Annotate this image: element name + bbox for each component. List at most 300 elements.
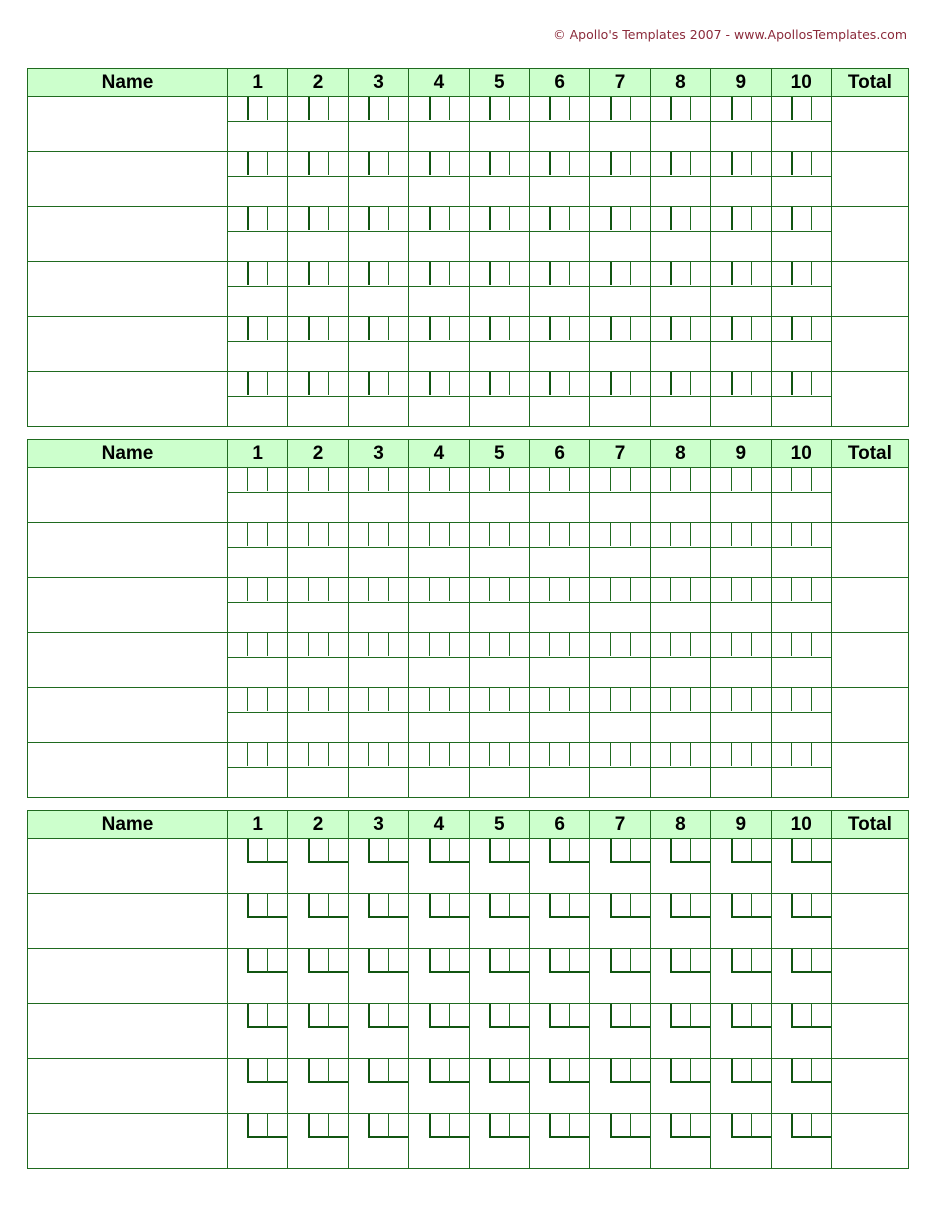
roll-box[interactable] [791, 743, 811, 766]
roll-box[interactable] [670, 1059, 690, 1083]
roll-box[interactable] [731, 949, 751, 973]
frame-cell[interactable] [288, 688, 348, 743]
roll-box[interactable] [569, 262, 589, 285]
frame-cell[interactable] [469, 523, 529, 578]
roll-box[interactable] [368, 262, 388, 285]
roll-box[interactable] [429, 523, 449, 546]
roll-box[interactable] [569, 468, 589, 491]
player-name-cell[interactable] [28, 372, 228, 427]
roll-box[interactable] [811, 468, 831, 491]
roll-box[interactable] [388, 207, 408, 230]
frame-cell[interactable] [650, 894, 710, 949]
roll-box[interactable] [328, 633, 348, 656]
roll-box[interactable] [247, 152, 267, 175]
roll-box[interactable] [368, 152, 388, 175]
roll-box[interactable] [791, 894, 811, 918]
roll-box[interactable] [308, 152, 328, 175]
roll-box[interactable] [368, 317, 388, 340]
roll-box[interactable] [610, 578, 630, 601]
frame-cell[interactable] [348, 152, 408, 207]
roll-box[interactable] [267, 152, 287, 175]
roll-box[interactable] [791, 317, 811, 340]
frame-cell[interactable] [409, 743, 469, 798]
roll-box[interactable] [670, 207, 690, 230]
roll-box[interactable] [791, 839, 811, 863]
frame-cell[interactable] [590, 317, 650, 372]
roll-box[interactable] [751, 839, 771, 863]
roll-box[interactable] [731, 894, 751, 918]
total-cell[interactable] [831, 1114, 908, 1169]
roll-box[interactable] [328, 1004, 348, 1028]
frame-cell[interactable] [409, 633, 469, 688]
frame-cell[interactable] [771, 688, 831, 743]
roll-box[interactable] [328, 523, 348, 546]
roll-box[interactable] [509, 523, 529, 546]
roll-box[interactable] [328, 317, 348, 340]
roll-box[interactable] [811, 523, 831, 546]
frame-cell[interactable] [771, 207, 831, 262]
roll-box[interactable] [630, 372, 650, 395]
roll-box[interactable] [449, 97, 469, 120]
player-name-cell[interactable] [28, 688, 228, 743]
frame-cell[interactable] [469, 894, 529, 949]
roll-box[interactable] [731, 1059, 751, 1083]
player-name-cell[interactable] [28, 262, 228, 317]
frame-cell[interactable] [469, 1059, 529, 1114]
roll-box[interactable] [388, 468, 408, 491]
roll-box[interactable] [509, 152, 529, 175]
frame-cell[interactable] [469, 97, 529, 152]
frame-cell[interactable] [348, 372, 408, 427]
roll-box[interactable] [368, 468, 388, 491]
roll-box[interactable] [811, 633, 831, 656]
roll-box[interactable] [549, 1059, 569, 1083]
player-name-cell[interactable] [28, 97, 228, 152]
player-name-cell[interactable] [28, 839, 228, 894]
roll-box[interactable] [549, 372, 569, 395]
roll-box[interactable] [630, 688, 650, 711]
roll-box[interactable] [308, 1004, 328, 1028]
roll-box[interactable] [690, 468, 710, 491]
frame-cell[interactable] [711, 743, 771, 798]
player-name-cell[interactable] [28, 633, 228, 688]
frame-cell[interactable] [288, 633, 348, 688]
roll-box[interactable] [247, 839, 267, 863]
frame-cell[interactable] [771, 372, 831, 427]
roll-box[interactable] [429, 317, 449, 340]
roll-box[interactable] [549, 1114, 569, 1138]
frame-cell[interactable] [348, 1114, 408, 1169]
frame-cell[interactable] [711, 633, 771, 688]
roll-box[interactable] [267, 894, 287, 918]
roll-box[interactable] [328, 839, 348, 863]
roll-box[interactable] [328, 152, 348, 175]
roll-box[interactable] [267, 1004, 287, 1028]
roll-box[interactable] [569, 839, 589, 863]
roll-box[interactable] [751, 949, 771, 973]
frame-cell[interactable] [771, 894, 831, 949]
frame-cell[interactable] [409, 262, 469, 317]
roll-box[interactable] [610, 207, 630, 230]
frame-cell[interactable] [228, 633, 288, 688]
roll-box[interactable] [549, 317, 569, 340]
frame-cell[interactable] [228, 949, 288, 1004]
roll-box[interactable] [811, 743, 831, 766]
roll-box[interactable] [791, 1114, 811, 1138]
roll-box[interactable] [388, 1059, 408, 1083]
frame-cell[interactable] [529, 468, 589, 523]
roll-box[interactable] [630, 578, 650, 601]
roll-box[interactable] [569, 372, 589, 395]
total-cell[interactable] [831, 372, 908, 427]
roll-box[interactable] [690, 578, 710, 601]
roll-box[interactable] [569, 688, 589, 711]
frame-cell[interactable] [409, 1004, 469, 1059]
roll-box[interactable] [267, 207, 287, 230]
frame-cell[interactable] [228, 1059, 288, 1114]
frame-cell[interactable] [711, 949, 771, 1004]
roll-box[interactable] [751, 97, 771, 120]
roll-box[interactable] [449, 317, 469, 340]
frame-cell[interactable] [590, 949, 650, 1004]
roll-box[interactable] [690, 372, 710, 395]
frame-cell[interactable] [288, 97, 348, 152]
frame-cell[interactable] [228, 578, 288, 633]
roll-box[interactable] [670, 743, 690, 766]
roll-box[interactable] [368, 578, 388, 601]
roll-box[interactable] [610, 1059, 630, 1083]
roll-box[interactable] [247, 97, 267, 120]
frame-cell[interactable] [348, 97, 408, 152]
roll-box[interactable] [247, 372, 267, 395]
roll-box[interactable] [509, 207, 529, 230]
roll-box[interactable] [791, 207, 811, 230]
roll-box[interactable] [308, 633, 328, 656]
roll-box[interactable] [368, 743, 388, 766]
roll-box[interactable] [731, 1114, 751, 1138]
roll-box[interactable] [610, 894, 630, 918]
roll-box[interactable] [489, 1059, 509, 1083]
total-cell[interactable] [831, 839, 908, 894]
roll-box[interactable] [791, 97, 811, 120]
frame-cell[interactable] [288, 949, 348, 1004]
roll-box[interactable] [267, 317, 287, 340]
roll-box[interactable] [549, 894, 569, 918]
frame-cell[interactable] [650, 152, 710, 207]
roll-box[interactable] [731, 317, 751, 340]
roll-box[interactable] [811, 1114, 831, 1138]
roll-box[interactable] [489, 949, 509, 973]
roll-box[interactable] [388, 688, 408, 711]
roll-box[interactable] [489, 688, 509, 711]
frame-cell[interactable] [711, 97, 771, 152]
frame-cell[interactable] [711, 839, 771, 894]
frame-cell[interactable] [348, 207, 408, 262]
frame-cell[interactable] [590, 743, 650, 798]
roll-box[interactable] [610, 1004, 630, 1028]
roll-box[interactable] [569, 1004, 589, 1028]
roll-box[interactable] [429, 207, 449, 230]
roll-box[interactable] [610, 262, 630, 285]
roll-box[interactable] [630, 633, 650, 656]
roll-box[interactable] [368, 1004, 388, 1028]
roll-box[interactable] [630, 317, 650, 340]
roll-box[interactable] [610, 317, 630, 340]
roll-box[interactable] [267, 578, 287, 601]
roll-box[interactable] [429, 372, 449, 395]
roll-box[interactable] [509, 1114, 529, 1138]
frame-cell[interactable] [348, 633, 408, 688]
roll-box[interactable] [449, 523, 469, 546]
roll-box[interactable] [690, 1114, 710, 1138]
frame-cell[interactable] [590, 688, 650, 743]
roll-box[interactable] [670, 949, 690, 973]
frame-cell[interactable] [529, 743, 589, 798]
roll-box[interactable] [267, 633, 287, 656]
frame-cell[interactable] [529, 207, 589, 262]
total-cell[interactable] [831, 523, 908, 578]
roll-box[interactable] [328, 743, 348, 766]
roll-box[interactable] [509, 578, 529, 601]
total-cell[interactable] [831, 262, 908, 317]
roll-box[interactable] [751, 523, 771, 546]
roll-box[interactable] [569, 152, 589, 175]
frame-cell[interactable] [529, 1059, 589, 1114]
roll-box[interactable] [308, 97, 328, 120]
roll-box[interactable] [549, 152, 569, 175]
roll-box[interactable] [670, 152, 690, 175]
roll-box[interactable] [247, 894, 267, 918]
roll-box[interactable] [751, 372, 771, 395]
roll-box[interactable] [630, 1059, 650, 1083]
roll-box[interactable] [690, 949, 710, 973]
roll-box[interactable] [308, 468, 328, 491]
frame-cell[interactable] [711, 894, 771, 949]
roll-box[interactable] [509, 372, 529, 395]
roll-box[interactable] [449, 207, 469, 230]
frame-cell[interactable] [469, 578, 529, 633]
roll-box[interactable] [388, 743, 408, 766]
frame-cell[interactable] [771, 523, 831, 578]
frame-cell[interactable] [469, 372, 529, 427]
roll-box[interactable] [267, 688, 287, 711]
player-name-cell[interactable] [28, 523, 228, 578]
roll-box[interactable] [509, 743, 529, 766]
frame-cell[interactable] [469, 1114, 529, 1169]
frame-cell[interactable] [590, 468, 650, 523]
roll-box[interactable] [670, 317, 690, 340]
player-name-cell[interactable] [28, 1004, 228, 1059]
roll-box[interactable] [690, 894, 710, 918]
roll-box[interactable] [630, 97, 650, 120]
roll-box[interactable] [549, 207, 569, 230]
frame-cell[interactable] [469, 207, 529, 262]
roll-box[interactable] [247, 633, 267, 656]
roll-box[interactable] [388, 1114, 408, 1138]
frame-cell[interactable] [288, 1114, 348, 1169]
frame-cell[interactable] [590, 578, 650, 633]
frame-cell[interactable] [228, 1114, 288, 1169]
roll-box[interactable] [569, 633, 589, 656]
frame-cell[interactable] [348, 949, 408, 1004]
total-cell[interactable] [831, 468, 908, 523]
roll-box[interactable] [811, 262, 831, 285]
total-cell[interactable] [831, 1004, 908, 1059]
frame-cell[interactable] [409, 578, 469, 633]
roll-box[interactable] [388, 633, 408, 656]
roll-box[interactable] [549, 1004, 569, 1028]
roll-box[interactable] [429, 688, 449, 711]
roll-box[interactable] [429, 894, 449, 918]
roll-box[interactable] [267, 949, 287, 973]
roll-box[interactable] [549, 688, 569, 711]
frame-cell[interactable] [348, 578, 408, 633]
roll-box[interactable] [731, 743, 751, 766]
roll-box[interactable] [751, 1004, 771, 1028]
roll-box[interactable] [670, 894, 690, 918]
frame-cell[interactable] [711, 1114, 771, 1169]
frame-cell[interactable] [409, 1114, 469, 1169]
frame-cell[interactable] [650, 949, 710, 1004]
roll-box[interactable] [751, 1114, 771, 1138]
roll-box[interactable] [690, 743, 710, 766]
roll-box[interactable] [731, 152, 751, 175]
frame-cell[interactable] [409, 894, 469, 949]
roll-box[interactable] [368, 207, 388, 230]
total-cell[interactable] [831, 743, 908, 798]
roll-box[interactable] [429, 468, 449, 491]
frame-cell[interactable] [288, 894, 348, 949]
frame-cell[interactable] [711, 578, 771, 633]
frame-cell[interactable] [711, 1059, 771, 1114]
roll-box[interactable] [690, 688, 710, 711]
roll-box[interactable] [630, 839, 650, 863]
roll-box[interactable] [449, 578, 469, 601]
roll-box[interactable] [449, 633, 469, 656]
roll-box[interactable] [670, 688, 690, 711]
roll-box[interactable] [690, 207, 710, 230]
frame-cell[interactable] [529, 633, 589, 688]
frame-cell[interactable] [650, 578, 710, 633]
roll-box[interactable] [308, 262, 328, 285]
frame-cell[interactable] [409, 207, 469, 262]
roll-box[interactable] [328, 262, 348, 285]
frame-cell[interactable] [590, 97, 650, 152]
frame-cell[interactable] [228, 97, 288, 152]
roll-box[interactable] [429, 152, 449, 175]
frame-cell[interactable] [228, 262, 288, 317]
roll-box[interactable] [328, 207, 348, 230]
frame-cell[interactable] [529, 578, 589, 633]
frame-cell[interactable] [228, 152, 288, 207]
roll-box[interactable] [610, 372, 630, 395]
roll-box[interactable] [610, 633, 630, 656]
roll-box[interactable] [308, 1114, 328, 1138]
roll-box[interactable] [549, 743, 569, 766]
roll-box[interactable] [328, 1059, 348, 1083]
roll-box[interactable] [569, 317, 589, 340]
frame-cell[interactable] [469, 1004, 529, 1059]
roll-box[interactable] [630, 468, 650, 491]
frame-cell[interactable] [409, 468, 469, 523]
roll-box[interactable] [489, 1114, 509, 1138]
frame-cell[interactable] [650, 468, 710, 523]
roll-box[interactable] [630, 523, 650, 546]
roll-box[interactable] [449, 1114, 469, 1138]
roll-box[interactable] [388, 839, 408, 863]
frame-cell[interactable] [590, 894, 650, 949]
frame-cell[interactable] [650, 743, 710, 798]
roll-box[interactable] [368, 949, 388, 973]
roll-box[interactable] [509, 97, 529, 120]
frame-cell[interactable] [469, 688, 529, 743]
roll-box[interactable] [610, 1114, 630, 1138]
roll-box[interactable] [368, 688, 388, 711]
roll-box[interactable] [267, 1114, 287, 1138]
total-cell[interactable] [831, 97, 908, 152]
roll-box[interactable] [308, 894, 328, 918]
total-cell[interactable] [831, 317, 908, 372]
frame-cell[interactable] [771, 949, 831, 1004]
roll-box[interactable] [509, 262, 529, 285]
total-cell[interactable] [831, 949, 908, 1004]
roll-box[interactable] [509, 633, 529, 656]
frame-cell[interactable] [650, 1059, 710, 1114]
frame-cell[interactable] [529, 262, 589, 317]
roll-box[interactable] [509, 949, 529, 973]
roll-box[interactable] [308, 688, 328, 711]
frame-cell[interactable] [590, 633, 650, 688]
frame-cell[interactable] [348, 468, 408, 523]
frame-cell[interactable] [288, 152, 348, 207]
frame-cell[interactable] [288, 207, 348, 262]
frame-cell[interactable] [711, 152, 771, 207]
roll-box[interactable] [449, 949, 469, 973]
roll-box[interactable] [328, 949, 348, 973]
roll-box[interactable] [610, 152, 630, 175]
frame-cell[interactable] [590, 152, 650, 207]
roll-box[interactable] [630, 949, 650, 973]
roll-box[interactable] [489, 152, 509, 175]
roll-box[interactable] [731, 523, 751, 546]
roll-box[interactable] [811, 97, 831, 120]
roll-box[interactable] [751, 468, 771, 491]
roll-box[interactable] [489, 372, 509, 395]
roll-box[interactable] [690, 152, 710, 175]
frame-cell[interactable] [409, 949, 469, 1004]
roll-box[interactable] [670, 262, 690, 285]
roll-box[interactable] [690, 523, 710, 546]
frame-cell[interactable] [650, 688, 710, 743]
roll-box[interactable] [731, 97, 751, 120]
roll-box[interactable] [368, 523, 388, 546]
frame-cell[interactable] [711, 317, 771, 372]
frame-cell[interactable] [469, 262, 529, 317]
frame-cell[interactable] [650, 523, 710, 578]
roll-box[interactable] [569, 207, 589, 230]
roll-box[interactable] [247, 743, 267, 766]
roll-box[interactable] [670, 1004, 690, 1028]
roll-box[interactable] [569, 743, 589, 766]
roll-box[interactable] [610, 523, 630, 546]
roll-box[interactable] [690, 97, 710, 120]
roll-box[interactable] [751, 207, 771, 230]
frame-cell[interactable] [288, 317, 348, 372]
roll-box[interactable] [308, 523, 328, 546]
frame-cell[interactable] [771, 633, 831, 688]
frame-cell[interactable] [288, 468, 348, 523]
frame-cell[interactable] [348, 317, 408, 372]
